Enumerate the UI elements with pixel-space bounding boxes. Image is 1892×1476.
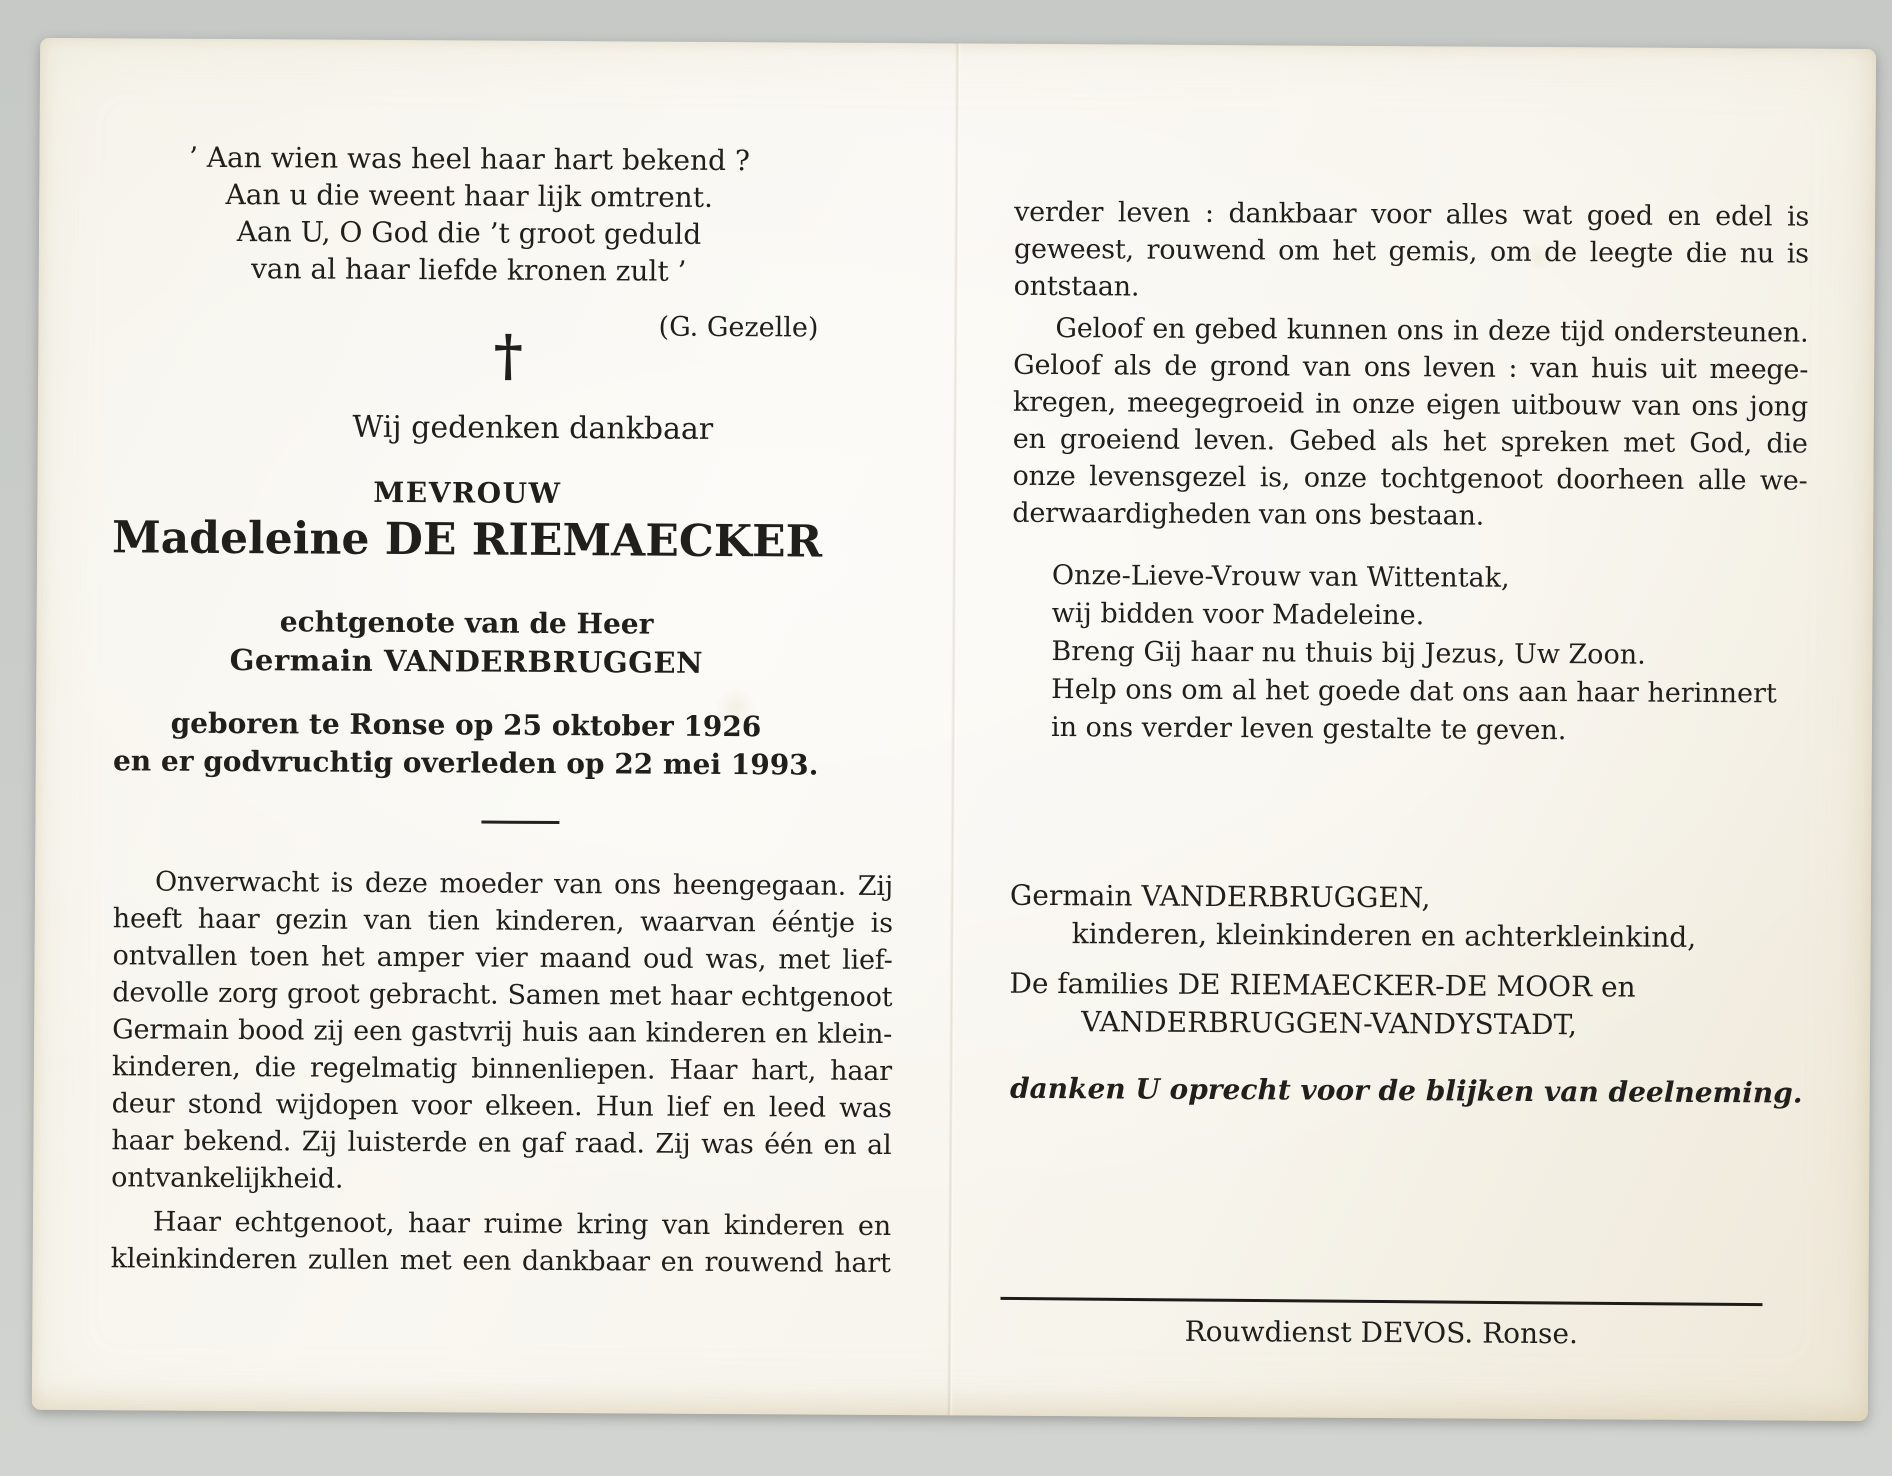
remembrance-intro: Wij gedenken dankbaar <box>352 409 714 447</box>
obituary-line: kleinkinderen zullen met een dankbaar en rouwend hart <box>110 1243 891 1280</box>
obituary-line: geweest, rouwend om het gemis, om de leegte die nu is <box>1013 233 1809 270</box>
honorific: MEVROUW <box>373 475 562 511</box>
obituary-line: verder leven : dankbaar voor alles wat goed en edel is <box>1014 196 1810 233</box>
acknowledgement-line: Germain VANDERBRUGGEN, <box>1009 878 1431 915</box>
poem-line: ’ Aan wien was heel haar hart bekend ? <box>188 140 751 178</box>
poem-line: Aan u die weent haar lijk omtrent. <box>225 177 714 214</box>
acknowledgement-block <box>1009 877 1805 1046</box>
cross-icon: † <box>493 322 524 389</box>
prayer-line: Help ons om al het goede dat ons aan haar herinnert <box>1051 674 1777 710</box>
obituary-line: ontvallen toen het amper vier maand oud was, met lief- <box>112 940 893 977</box>
deceased-name: Madeleine DE RIEMAECKER <box>111 512 823 568</box>
obituary-line: derwaardigheden van ons bestaan. <box>1012 497 1485 532</box>
acknowledgement-line: VANDERBRUGGEN-VANDYSTADT, <box>1081 1005 1578 1042</box>
obituary-line: Geloof en gebed kunnen ons in deze tijd ondersteunen. <box>1055 313 1809 349</box>
obituary-line: heeft haar gezin van tien kinderen, waarvan ééntje is <box>112 903 893 940</box>
prayer-line: in ons verder leven gestalte te geven. <box>1050 712 1567 747</box>
death-line: en er godvruchtig overleden op 22 mei 1993. <box>112 744 819 782</box>
obituary-line: kinderen, die regelmatig binnenliepen. Haar hart, haar <box>111 1051 892 1088</box>
obituary-line: Geloof als de grond van ons leven : van huis uit meege- <box>1013 349 1809 386</box>
acknowledgement-line: kinderen, kleinkinderen en achterkleinkind, <box>1071 917 1697 954</box>
obituary-line: haar bekend. Zij luisterde en gaf raad. Zij was één en al <box>111 1125 892 1162</box>
prayer-line: Breng Gij haar nu thuis bij Jezus, Uw Zoon. <box>1051 636 1646 671</box>
prayer-line: Onze-Lieve-Vrouw van Wittentak, <box>1051 560 1510 594</box>
spouse-intro: echtgenote van de Heer <box>279 605 654 641</box>
funeral-service-credit: Rouwdienst DEVOS. Ronse. <box>1184 1314 1579 1351</box>
obituary-paragraph-1 <box>111 863 893 1201</box>
birth-line: geboren te Ronse op 25 oktober 1926 <box>170 706 762 744</box>
obituary-line: ontstaan. <box>1013 270 1140 303</box>
obituary-line: kregen, meegegroeid in onze eigen uitbouw van ons jong <box>1012 386 1809 423</box>
poem-line: Aan U, O God die ’t groot geduld <box>236 215 702 251</box>
obituary-line: Onverwacht is deze moeder van ons heengegaan. Zij <box>154 866 894 903</box>
spouse-name: Germain VANDERBRUGGEN <box>229 642 704 680</box>
section-divider <box>481 821 559 824</box>
obituary-line: Germain bood zij een gastvrij huis aan kinderen en klein- <box>112 1014 893 1051</box>
prayer-line: wij bidden voor Madeleine. <box>1051 598 1425 632</box>
obituary-line: onze levensgezel is, onze tochtgenoot doorheen alle we- <box>1012 460 1808 497</box>
thanks-line: danken U oprecht voor de blijken van deelneming. <box>1009 1071 1803 1110</box>
memorial-card <box>32 38 1876 1421</box>
poem-attribution: (G. Gezelle) <box>658 311 819 344</box>
footer-rule <box>1000 1297 1762 1306</box>
obituary-line: ontvankelijkheid. <box>111 1162 344 1195</box>
faith-paragraph <box>1012 310 1808 537</box>
obituary-line: deur stond wijdopen voor elkeen. Hun lief en leed was <box>111 1088 892 1125</box>
continuation-paragraph <box>1014 194 1810 310</box>
obituary-line: devolle zorg groot gebracht. Samen met haar echtgenoot <box>112 977 893 1014</box>
obituary-line: Haar echtgenoot, haar ruime kring van kinderen en <box>152 1206 892 1243</box>
obituary-paragraph-2 <box>111 1203 891 1282</box>
acknowledgement-line: De families DE RIEMAECKER-DE MOOR en <box>1009 966 1636 1004</box>
card-fold-crease <box>947 43 961 1415</box>
obituary-line: en groeiend leven. Gebed als het spreken met God, die <box>1012 423 1808 460</box>
prayer-block <box>1051 557 1822 752</box>
poem-quote <box>99 138 840 291</box>
poem-line: van al haar liefde kronen zult ’ <box>250 252 687 288</box>
